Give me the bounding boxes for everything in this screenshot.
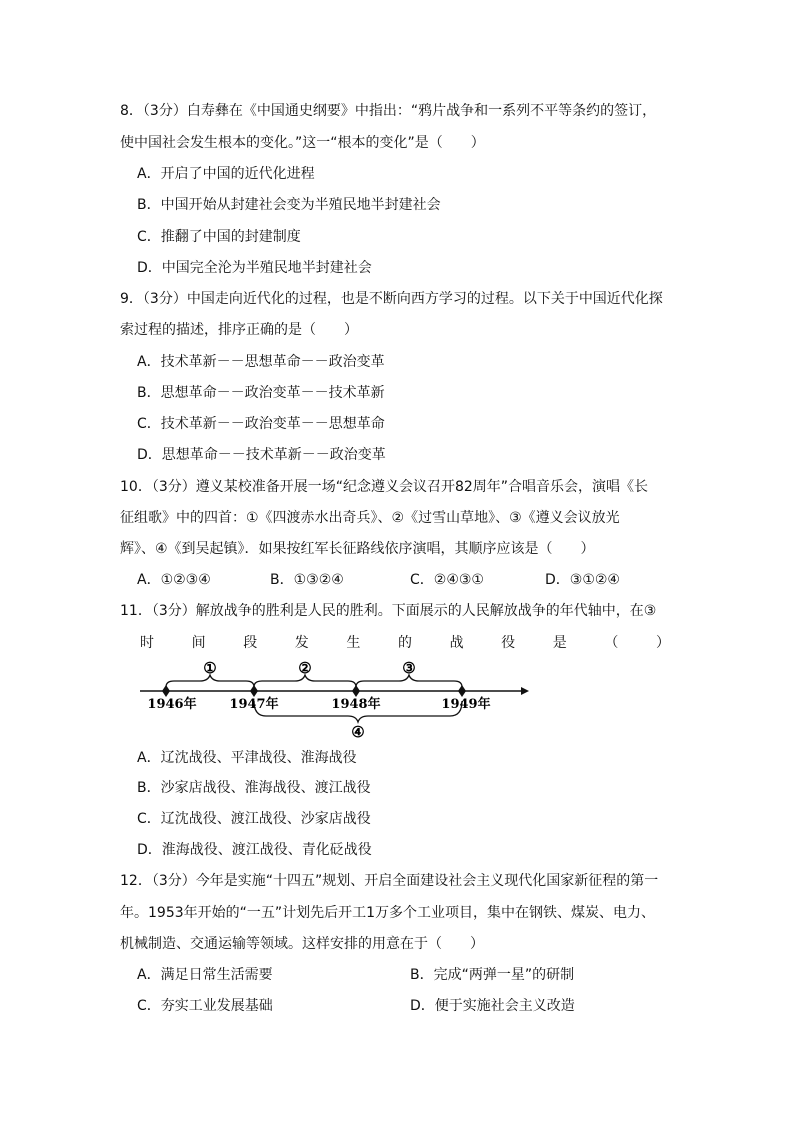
question-9-stem-line-2: 索过程的描述，排序正确的是（ ） [120,322,358,338]
question-11-option-c: C．辽沈战役、渡江战役、沙家店战役 [137,811,371,827]
timeline-marker-1947 [250,685,258,697]
timeline-year-1949: 1949年 [441,697,491,712]
question-12-stem-line-3: 机械制造、交通运输等领域。这样安排的用意在于（ ） [120,936,484,952]
question-12-option-a: A．满足日常生活需要 [137,967,273,983]
question-9-option-c: C．技术革新－－政治变革－－思想革命 [137,416,385,432]
question-10-option-c: C．②④③① [410,572,484,588]
timeline-brace-2 [254,675,356,687]
timeline-marker-1949 [458,685,466,697]
stem-char: 时 [140,635,154,651]
question-8-stem-line-2: 使中国社会发生根本的变化。”这一“根本的变化”是（ ） [120,135,485,151]
timeline-year-1948: 1948年 [331,697,381,712]
timeline-segment-label-1: ① [203,659,217,677]
timeline-year-1947: 1947年 [229,697,279,712]
question-10-option-b: B．①③②④ [270,572,344,588]
question-9-stem-line-1: 9．（3分）中国走向近代化的过程，也是不断向西方学习的过程。以下关于中国近代化探 [120,291,663,307]
stem-char: 役 [501,635,516,651]
question-8-option-d: D．中国完全沦为半殖民地半封建社会 [137,260,372,276]
question-9-option-a: A．技术革新－－思想革命－－政治变革 [137,354,385,370]
question-11-option-d: D．淮海战役、渡江战役、青化砭战役 [137,842,372,858]
question-10-option-d: D．③①②④ [545,572,620,588]
question-11-option-b: B．沙家店战役、淮海战役、渡江战役 [137,780,371,796]
question-8-stem-line-1: 8．（3分）白寿彝在《中国通史纲要》中指出：“鸦片战争和一系列不平等条约的签订， [120,103,657,119]
question-8-option-a: A．开启了中国的近代化进程 [137,166,315,182]
question-12-option-c: C．夯实工业发展基础 [137,998,273,1014]
stem-char: ） [655,635,670,651]
question-11-option-a: A．辽沈战役、平津战役、淮海战役 [137,750,357,766]
question-10-option-a: A．①②③④ [137,572,211,588]
stem-char: 是 [552,635,567,651]
question-8-option-c: C．推翻了中国的封建制度 [137,229,301,245]
timeline-brace-3 [356,675,462,687]
timeline-segment-label-2: ② [298,659,312,677]
question-12-option-d: D．便于实施社会主义改造 [410,998,575,1014]
stem-char: 发 [294,635,309,651]
stem-char: （ [604,635,619,651]
timeline-segment-label-4: ④ [351,723,365,741]
timeline-brace-4 [254,701,462,722]
question-10-stem-line-2: 征组歌》中的四首：①《四渡赤水出奇兵》、②《过雪山草地》、③《遵义会议放光 [120,510,620,526]
question-10-stem-line-1: 10．（3分）遵义某校准备开展一场“纪念遵义会议召开82周年”合唱音乐会，演唱《长 [120,479,649,495]
timeline-brace-1 [166,675,254,687]
question-12-option-b: B．完成“两弹一星”的研制 [410,967,575,983]
timeline-year-1946: 1946年 [147,697,197,712]
stem-char: 战 [449,635,464,651]
question-8-option-b: B．中国开始从封建社会变为半殖民地半封建社会 [137,197,441,213]
question-12-stem-line-2: 年。1953年开始的“一五”计划先后开工1万多个工业项目，集中在钢铁、煤炭、电力、 [120,905,656,921]
stem-char: 间 [191,635,206,651]
question-11-stem-line-1: 11．（3分）解放战争的胜利是人民的胜利。下面展示的人民解放战争的年代轴中，在③ [120,603,657,619]
timeline-marker-1948 [352,685,360,697]
timeline-marker-1946 [162,685,170,697]
stem-char: 生 [346,635,361,651]
question-11-stem-line-2 [140,633,670,653]
timeline-segment-label-3: ③ [402,659,416,677]
question-12-stem-line-1: 12．（3分）今年是实施“十四五”规划、开启全面建设社会主义现代化国家新征程的第一 [120,873,659,889]
question-10-stem-line-3: 辉》、④《到吴起镇》．如果按红军长征路线依序演唱，其顺序应该是（ ） [120,541,595,557]
stem-char: 段 [243,635,258,651]
question-9-option-d: D．思想革命－－技术革新－－政治变革 [137,447,386,463]
stem-char: 的 [397,635,412,651]
question-9-option-b: B．思想革命－－政治变革－－技术革新 [137,385,385,401]
